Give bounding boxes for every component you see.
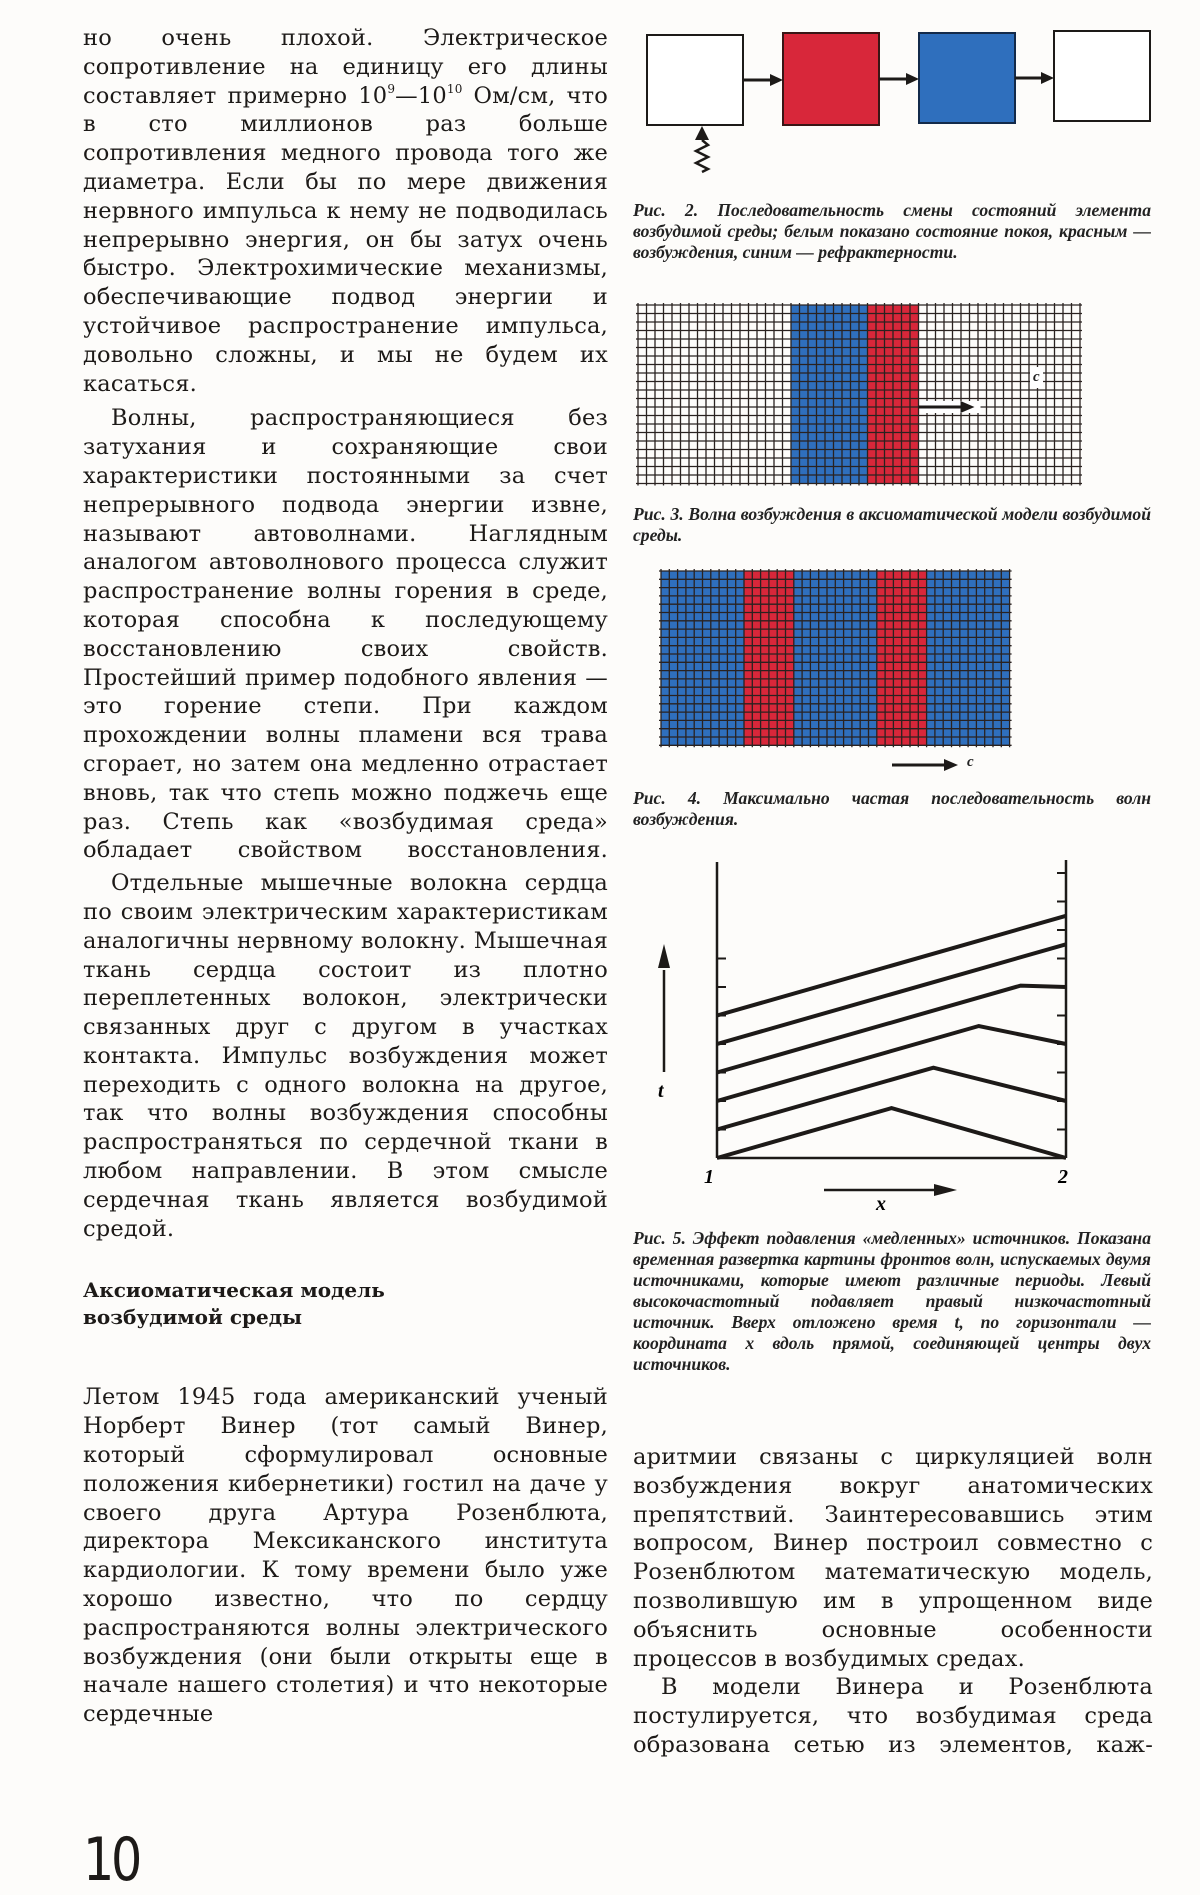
figure-5-wavefront-chart — [620, 850, 1200, 1230]
figure-5-caption — [633, 1228, 1151, 1375]
paragraph-text: —10 — [395, 82, 447, 109]
state-box-rest — [647, 35, 743, 125]
figure-label: Рис. 3. — [633, 504, 684, 524]
figure-label: Рис. 2. — [633, 200, 699, 220]
figure-4-wave-train-grid — [661, 571, 1009, 747]
state-box-excitation — [783, 33, 879, 125]
section-heading-line: Аксиоматическая модель — [83, 1278, 385, 1303]
exponent: 9 — [387, 81, 396, 96]
wavefront-front-5 — [717, 944, 1066, 1044]
figure-2-caption — [633, 200, 1151, 263]
paragraph-wiener: Летом 1945 года американский ученый Норберт Винер (тот самый Винер, который сформулировал основные положения кибернетики) гостил на даче у своего друга Артура Розенблюта, директора Мексиканского института кардиологии. К тому времени было уже хорошо известно, что по сердцу распространяются волны электрического возбуждения (они были открыты еще в начале нашего столетия) и что некоторые сердечные — [83, 1384, 608, 1728]
paragraph-wiener-model: В модели Винера и Розенблюта постулируется, что возбудимая среда образована сетью из элементов, каж- — [633, 1674, 1153, 1758]
paragraph-arrhythmia: аритмии связаны с циркуляцией волн возбуждения вокруг анатомических препятствий. Заинтересовавшись этим вопросом, Винер построил совместно с Розенблютом математическую модель, позволившую им в упрощенном виде объяснить основные особенности процессов в возбудимых средах. — [633, 1444, 1153, 1672]
band-refractory — [791, 305, 868, 484]
velocity-label: c — [967, 754, 974, 770]
plot-area — [717, 860, 1066, 1158]
wavefront-front-2 — [717, 1068, 1066, 1130]
velocity-arrow-icon — [890, 757, 970, 773]
figure-3-wave-grid — [638, 305, 1083, 485]
velocity-label: c — [1030, 367, 1043, 388]
velocity-arrow-icon — [919, 401, 981, 413]
paragraph-nerve-resistance — [83, 24, 608, 398]
source-1-label: 1 — [704, 1166, 714, 1188]
page-number: 10 — [83, 1825, 140, 1895]
paragraph-text: Ом/см, что в сто миллионов раз больше сопротивления медного провода того же диаметра. Если бы по мере движения нервного импульса к нему не подводилась непрерывно энергия, он бы затух очень быстро. Электрохимические механизмы, обеспечивающие подвод энергии и устойчивое распространение импульса, довольно сложны, и мы не будем их касаться. — [83, 82, 608, 397]
caption-text: Волна возбуждения в аксиоматической модели возбудимой среды. — [633, 504, 1151, 545]
y-axis-label: t — [658, 1080, 664, 1102]
y-axis-arrow-icon — [658, 944, 670, 1072]
paragraph-text: но очень плохой. Электрическое сопротивление на единицу его длины составляет примерно 10 — [83, 25, 608, 109]
stimulus-spring-icon — [695, 126, 709, 172]
grid-lines — [636, 303, 1082, 486]
left-column — [83, 24, 608, 1729]
section-heading — [83, 1277, 608, 1331]
figure-label: Рис. 4. — [633, 788, 702, 808]
figure-label: Рис. 5. — [633, 1228, 686, 1248]
figure-4-caption — [633, 788, 1151, 830]
paragraph-heart-tissue: Отдельные мышечные волокна сердца по своим электрическим характеристикам аналогичны нервному волокну. Мышечная ткань сердца состоит из плотно переплетенных волокон, электрически связанных друг с другом в участках контакта. Импульс возбуждения может переходить с одного волокна на другое, так что волны возбуждения способны распространяться по сердечной ткани в любом направлении. В этом смысле сердечная ткань является возбудимой средой. — [83, 870, 608, 1242]
caption-text: Максимально частая последовательность волн возбуждения. — [633, 788, 1151, 829]
state-box-refractory — [919, 33, 1015, 123]
section-heading-line: возбудимой среды — [83, 1305, 303, 1330]
figure-3-caption — [633, 504, 1151, 546]
caption-text: Последовательность смены состояний элемента возбудимой среды; белым показано состояние покоя, красным — возбуждения, синим — рефрактерности. — [633, 200, 1152, 262]
wavefront-front-6 — [717, 916, 1066, 1016]
caption-text: Эффект подавления «медленных» источников. Показана временная развертка картины фронтов волн, испускаемых двумя источниками, которые имеют различные периоды. Левый высокочастотный подавляет правый низкочастотный источник. Вверх отложено время t, по горизонтали — координата x вдоль прямой, соединяющей центры двух источников. — [633, 1228, 1151, 1374]
state-box-rest-final — [1054, 31, 1150, 121]
x-axis-label: x — [876, 1193, 886, 1215]
figure-2-state-sequence — [620, 0, 1200, 200]
right-column — [633, 1443, 1153, 1760]
source-2-label: 2 — [1058, 1166, 1068, 1188]
x-axis-arrow-icon — [824, 1184, 957, 1196]
exponent: 10 — [446, 81, 463, 96]
paragraph-autowaves: Волны, распространяющиеся без затухания и сохраняющие свои характеристики постоянными за счет непрерывного подвода энергии извне, называют автоволнами. Наглядным аналогом автоволнового процесса служит распространение волны горения в среде, которая способна к последующему восстановлению своих свойств. Простейший пример подобного явления — это горение степи. При каждом прохождении волны пламени вся трава сгорает, но затем она медленно отрастает вновь, так что степь можно поджечь еще раз. Степь как «возбудимая среда» обладает свойством восстановления. — [83, 405, 608, 864]
